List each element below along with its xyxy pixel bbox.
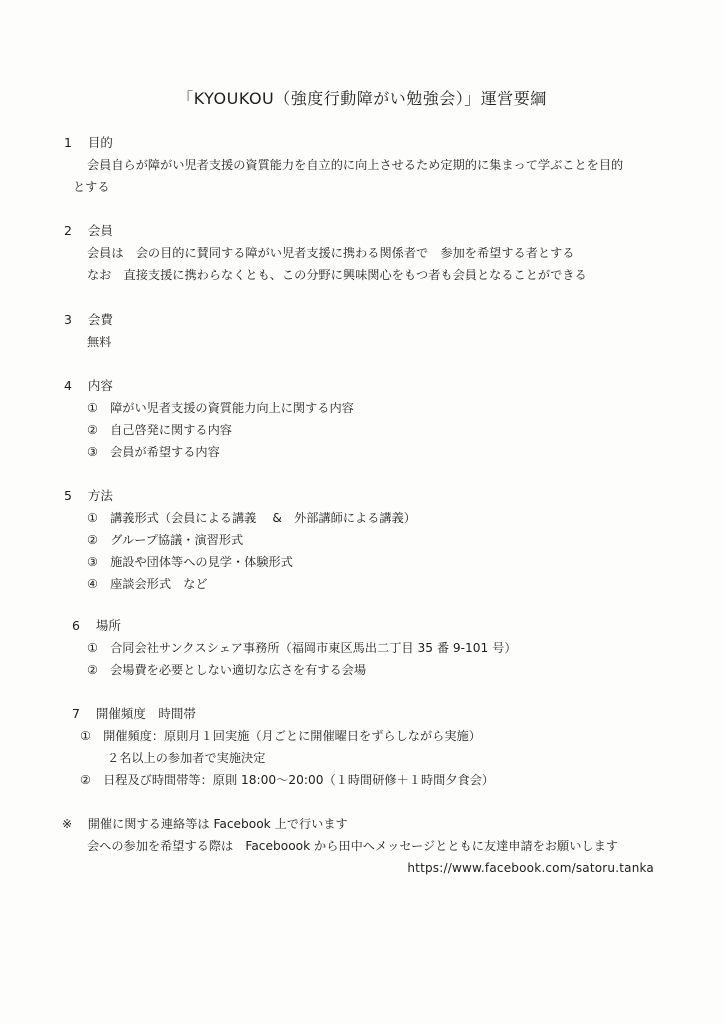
section-5-item: ② グループ協議・演習形式: [87, 533, 244, 547]
note-line: ※ 開催に関する連絡等は Facebook 上で行います: [62, 817, 348, 831]
section-4-heading: 4 内容: [64, 378, 113, 393]
section-3-heading: 3 会費: [64, 312, 113, 327]
section-7-heading: 7 開催頻度 時間帯: [72, 706, 196, 721]
section-2-heading: 2 会員: [64, 223, 113, 238]
facebook-url: https://www.facebook.com/satoru.tanka: [407, 861, 654, 875]
section-6-item: ① 合同会社サンクスシェア事務所（福岡市東区馬出二丁目 35 番 9-101 号）: [87, 641, 517, 655]
section-2-text: 会員は 会の目的に賛同する障がい児者支援に携わる関係者で 参加を希望する者とする: [87, 246, 575, 260]
section-6-item: ② 会場費を必要としない適切な広さを有する会場: [87, 663, 367, 677]
section-4-item: ② 自己啓発に関する内容: [87, 423, 232, 437]
document-title: 「KYOUKOU（強度行動障がい勉強会）」運営要綱: [177, 89, 547, 108]
section-2-text: なお 直接支援に携わらなくとも、この分野に興味関心をもつ者も会員となることができる: [87, 268, 587, 282]
section-7-item: ① 開催頻度：原則月１回実施（月ごとに開催曜日をずらしながら実施）: [80, 729, 481, 743]
section-6-heading: 6 場所: [72, 618, 121, 633]
section-7-item: ② 日程及び時間帯等：原則 18:00～20:00（１時間研修＋１時間夕食会）: [80, 773, 495, 787]
note-mark: ※: [62, 817, 73, 831]
section-5-item: ③ 施設や団体等への見学・体験形式: [87, 555, 293, 569]
section-1-text: とする: [73, 180, 110, 194]
section-4-item: ① 障がい児者支援の資質能力向上に関する内容: [87, 401, 354, 415]
section-5-item: ① 講義形式（会員による講義 & 外部講師による講義）: [87, 511, 416, 525]
section-1-heading: 1 目的: [64, 135, 113, 150]
section-4-item: ③ 会員が希望する内容: [87, 445, 220, 459]
note-line: 会への参加を希望する際は Faceboook から田中へメッセージとともに友達申請をお願いします: [87, 839, 618, 853]
section-1-text: 会員自らが障がい児者支援の資質能力を自立的に向上させるため定期的に集まって学ぶことを目的: [87, 158, 624, 172]
section-3-text: 無料: [87, 335, 112, 349]
section-5-heading: 5 方法: [64, 488, 113, 503]
section-5-item: ④ 座談会形式 など: [87, 577, 208, 591]
section-7-item: ２名以上の参加者で実施決定: [107, 751, 266, 765]
